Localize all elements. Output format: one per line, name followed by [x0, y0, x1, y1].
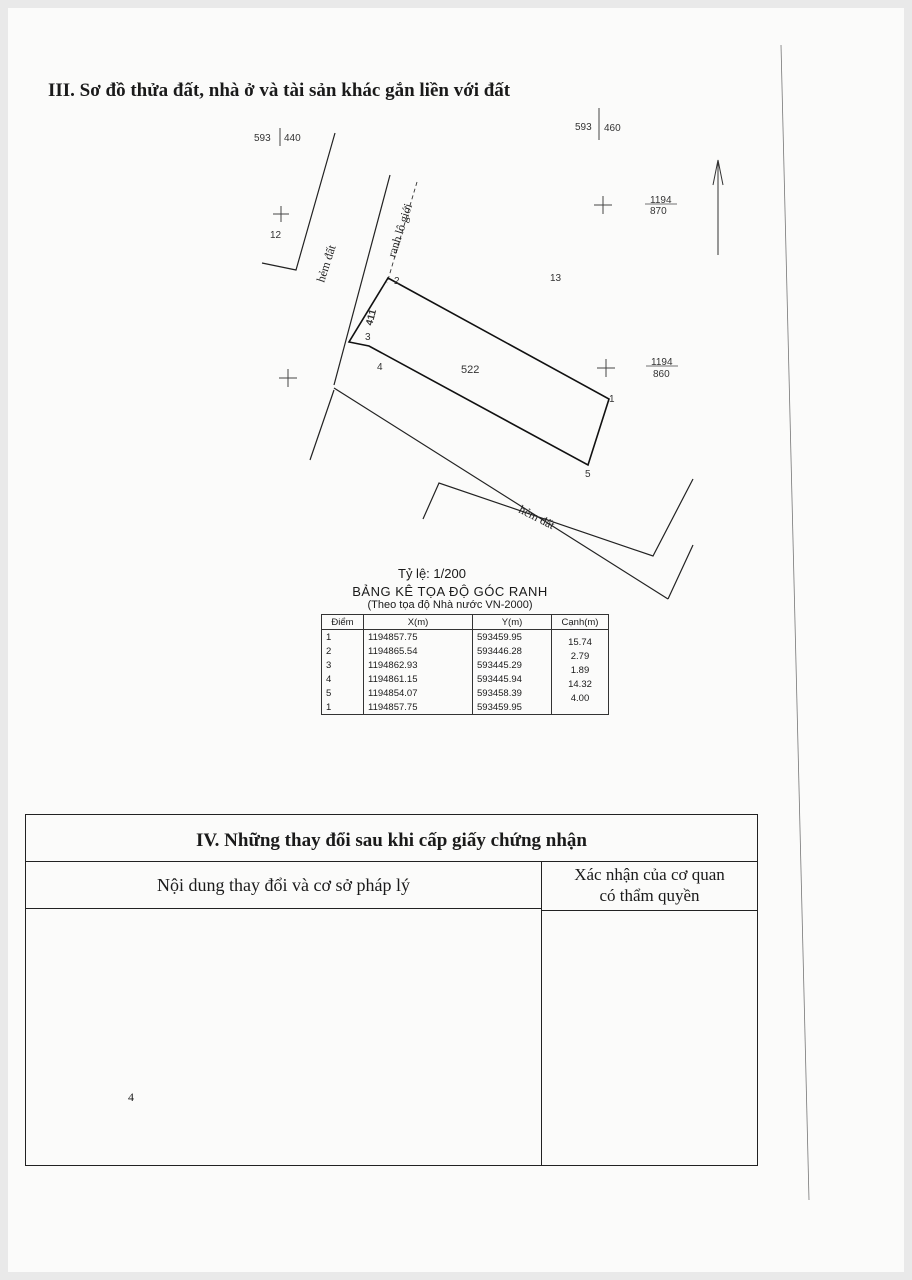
coord-table-title: BẢNG KÊ TỌA ĐỘ GÓC RANH [352, 584, 548, 599]
table-row [322, 700, 609, 715]
authority-header-line2: có thẩm quyền [599, 886, 700, 905]
cell-point: 4 [322, 672, 364, 686]
grid-label: 870 [650, 206, 667, 217]
cell-point: 3 [322, 658, 364, 672]
cell-y: 593445.94 [473, 672, 552, 686]
alley-bottom [334, 388, 693, 599]
table-row [322, 686, 609, 700]
coord-table [321, 614, 609, 715]
cell-y: 593459.95 [473, 630, 552, 645]
parcel-label-522: 522 [461, 364, 480, 376]
table-row [322, 644, 609, 658]
alley-label-bottom: hẻm đất [516, 502, 558, 533]
edge-value: 1.89 [570, 665, 590, 676]
table-header-row [322, 615, 609, 630]
cell-y: 593459.95 [473, 700, 552, 715]
edge-value: 14.32 [568, 679, 592, 690]
cell-x: 1194862.93 [364, 658, 473, 672]
cell-point: 1 [322, 630, 364, 645]
cell-x: 1194865.54 [364, 644, 473, 658]
cell-edge [552, 658, 609, 676]
cell-x: 1194857.75 [364, 630, 473, 645]
authority-header-line1: Xác nhận của cơ quan [574, 865, 725, 884]
section3-title: III. Sơ đồ thửa đất, nhà ở và tài sản khác gắn liền với đất [48, 80, 511, 101]
edge-value: 2.79 [570, 651, 590, 662]
north-arrow-icon [713, 160, 723, 255]
column-divider [541, 909, 542, 1165]
dimension-label: 411 [364, 308, 380, 327]
section4-title: IV. Những thay đổi sau khi cấp giấy chứng nhận [26, 815, 757, 862]
cell-x: 1194857.75 [364, 700, 473, 715]
changes-content-header: Nội dung thay đổi và cơ sở pháp lý [26, 862, 542, 909]
cell-edge [552, 672, 609, 690]
cell-y: 593458.39 [473, 686, 552, 700]
cell-y: 593445.29 [473, 658, 552, 672]
map-scale: Tỷ lệ: 1/200 [398, 566, 466, 581]
alley-label-left: hẻm đất [313, 243, 339, 284]
changes-section [25, 814, 758, 1166]
header-y: Y(m) [473, 615, 552, 630]
cell-point: 1 [322, 700, 364, 715]
boundary-label: ranh lô giới [384, 201, 416, 259]
cell-edge [552, 686, 609, 704]
cell-edge [552, 630, 609, 648]
grid-label: 593 [575, 122, 592, 133]
cell-x: 1194854.07 [364, 686, 473, 700]
header-edge: Cạnh(m) [552, 615, 609, 630]
edge-value: 15.74 [568, 637, 592, 648]
parcel-label-12: 12 [270, 230, 282, 241]
edge-value: 4.00 [570, 693, 590, 704]
grid-crosses [273, 196, 615, 387]
grid-label: 593 [254, 133, 271, 144]
cell-point: 2 [322, 644, 364, 658]
stray-mark: 4 [128, 1090, 134, 1104]
parcel-label-13: 13 [550, 273, 562, 284]
cell-y: 593446.28 [473, 644, 552, 658]
header-point: Điểm [322, 615, 364, 630]
cell-edge [552, 644, 609, 662]
cell-edge [552, 700, 609, 715]
table-row [322, 630, 609, 645]
grid-label: 1194 [651, 357, 673, 368]
authority-confirmation-header [542, 862, 757, 911]
grid-label: 460 [604, 123, 621, 134]
grid-label: 1194 [650, 195, 672, 206]
grid-label: 860 [653, 369, 670, 380]
grid-label: 440 [284, 133, 301, 144]
table-row [322, 658, 609, 672]
point-label-5: 5 [585, 469, 591, 480]
page-edge-line [781, 45, 809, 1200]
point-label-4: 4 [377, 362, 383, 373]
cell-point: 5 [322, 686, 364, 700]
point-label-2: 2 [394, 276, 400, 287]
header-x: X(m) [364, 615, 473, 630]
point-label-1: 1 [609, 394, 615, 405]
coord-table-subtitle: (Theo tọa độ Nhà nước VN-2000) [367, 599, 533, 611]
table-row [322, 672, 609, 686]
cell-x: 1194861.15 [364, 672, 473, 686]
point-label-3: 3 [365, 332, 371, 343]
